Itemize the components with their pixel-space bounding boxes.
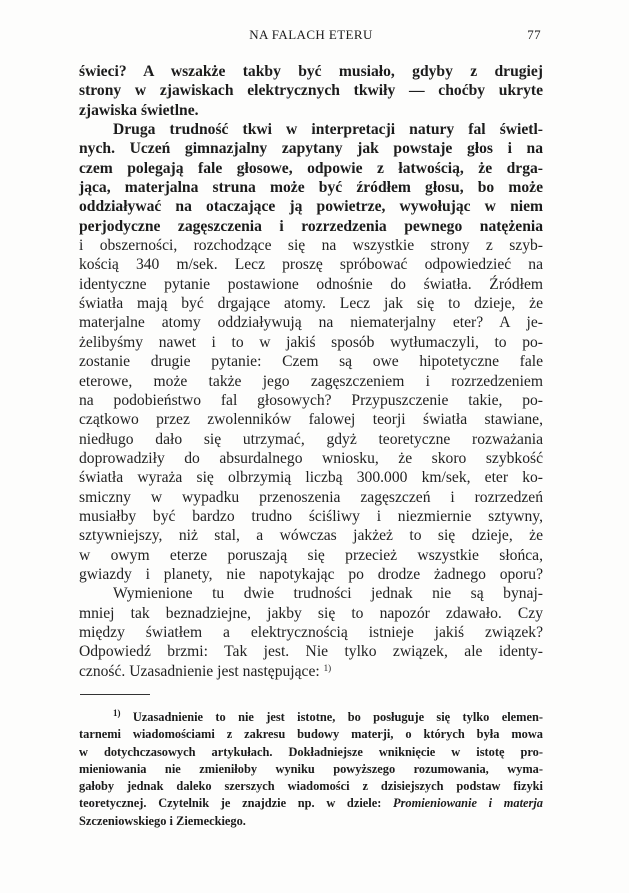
- text-line: [79, 662, 543, 681]
- text-line: i obszerności, rozchodzące się na wszystkie strony z szyb-: [79, 237, 543, 255]
- running-title: NA FALACH ETERU: [249, 27, 373, 42]
- text-line: sztywniejszy, niż stal, a wówczas jakżeż to się dzieje, że: [79, 527, 543, 545]
- footnote-marker: 1): [113, 708, 121, 718]
- text-line: zjawiska świetlne.: [79, 101, 199, 119]
- text-line: świeci? A wszakże takby być musiało, gdyby z drugiej: [79, 63, 543, 80]
- page-number: 77: [527, 27, 541, 42]
- text-line: eterowe, może także jego zagęszczeniem i rozrzedzeniem: [79, 372, 543, 390]
- text-line: w owym eterze poruszają się przecież wszystkie słońca,: [79, 546, 543, 564]
- text-line: perjodyczne zagęszczenia i rozrzedzenia pewnego natężenia: [79, 217, 543, 235]
- paragraph-start-line: Druga trudność tkwi w interpretacji natury fal świetl-: [113, 121, 543, 139]
- text-line: musiałby być bardzo trudno ściśliwy i niezmiernie sztywny,: [79, 507, 543, 525]
- text-line: identyczne pytanie postawione odnośnie do światła. Źródłem: [79, 275, 543, 293]
- paragraph-start-line: Wymienione tu dwie trudności jednak nie są bynaj-: [113, 585, 543, 603]
- footnote-line: teoretycznej. Czytelnik je znajdzie np. w dziele: Promieniowanie i materja: [79, 796, 543, 811]
- footnote-line: w dotychczasowych artykułach. Dokładniejsze wniknięcie w istotę pro-: [79, 744, 543, 759]
- footnote-line: gałoby jednak daleko szerszych wiadomości z dzisiejszych podstaw fizyki: [79, 779, 543, 794]
- text-line: oddziaływać na otaczające ją powietrze, wywołując w niem: [79, 198, 543, 216]
- text-line: mniej tak beznadziejne, jakby się to napozór zdawało. Czy: [79, 604, 543, 622]
- text-line: czątkowo przez zwolenników falowej teorji światła stawiane,: [79, 411, 543, 429]
- footnote-line: Szczeniowskiego i Ziemeckiego.: [79, 813, 246, 828]
- footnote-line: tarnemi wiadomościami z zakresu budowy materji, o których była mowa: [79, 727, 543, 742]
- text-line: Odpowiedź brzmi: Tak jest. Nie tylko związek, ale identy-: [79, 643, 543, 661]
- text-line: między światłem a elektrycznością istnieje jakiś związek?: [79, 623, 543, 641]
- text-line: jąca, materjalna struna może być źródłem głosu, bo może: [79, 179, 543, 197]
- text-line: światła mają być drgające atomy. Lecz jak się to dzieje, że: [79, 295, 543, 313]
- footnote-divider: [80, 694, 150, 695]
- text-line: na podobieństwo fal głosowych? Przypuszczenie takie, po-: [79, 391, 543, 409]
- text-line: gwiazdy i planety, nie napotykając po drodze żadnego oporu?: [79, 565, 543, 583]
- footnote-reference[interactable]: 1): [323, 662, 332, 673]
- text-line: nych. Uczeń gimnazjalny zapytany jak powstaje głos i na: [79, 140, 543, 158]
- text-line: czem polegają fale głosowe, odpowie z łatwością, że drga-: [79, 159, 543, 177]
- footnote-line: mieniowania nie zmieniłoby wyniku powyższego rozumowania, wyma-: [79, 761, 543, 776]
- text-line: żelibyśmy nawet i to w jakiś sposób wytłumaczyli, to po-: [79, 333, 543, 351]
- cited-work-title: Promieniowanie i materja: [393, 796, 543, 811]
- running-header: [79, 24, 543, 44]
- text-line: doprowadziły do absurdalnego wniosku, że skoro szybkość: [79, 449, 543, 467]
- text-line: niedługo dało się utrzymać, gdyż teoretyczne rozważania: [79, 430, 543, 448]
- text-line: zostanie drugie pytanie: Czem są owe hipotetyczne fale: [79, 353, 543, 371]
- footnote-line: $^{1)}$ Uzasadnienie to nie jest istotne, bo posługuje się tylko elemen-: [113, 708, 543, 724]
- text-line: smiczny w wypadku przenoszenia zagęszczeń i rozrzedzeń: [79, 488, 543, 506]
- footnote: [79, 709, 543, 830]
- text-line: kością 340 m/sek. Lecz proszę spróbować odpowiedzieć na: [79, 256, 543, 274]
- text-line: światła wyraża się olbrzymią liczbą 300.000 km/sek, eter ko-: [79, 469, 543, 487]
- text-line-content: czność. Uzasadnienie jest następujące:: [79, 662, 320, 680]
- main-text: [79, 62, 543, 681]
- text-line: strony w zjawiskach elektrycznych tkwiły — choćby ukryte: [79, 82, 543, 100]
- text-line: materjalne atomy oddziaływują na niematerjalny eter? A je-: [79, 314, 543, 332]
